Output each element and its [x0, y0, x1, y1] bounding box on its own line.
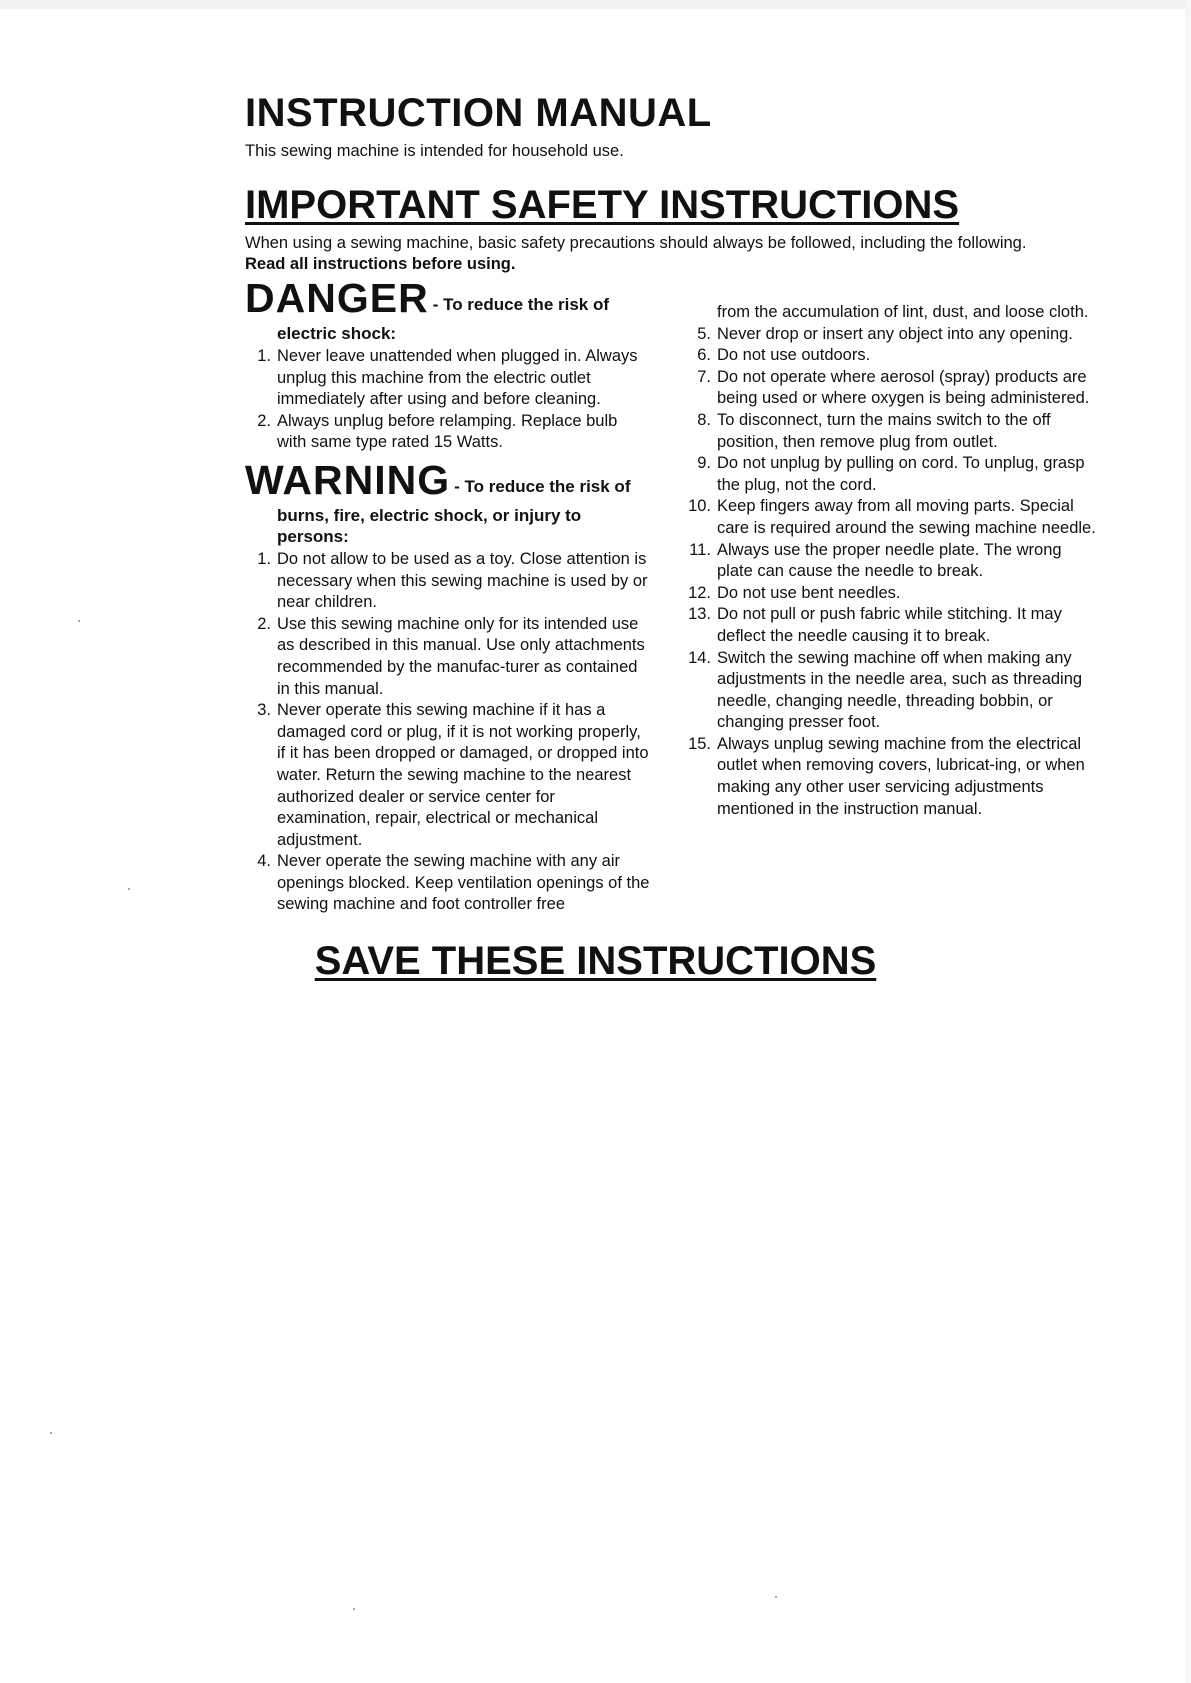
right-column — [680, 302, 1100, 820]
left-column — [245, 275, 650, 916]
list-item — [245, 700, 650, 851]
item-number: 7. — [697, 367, 711, 386]
item-text: Never leave unattended when plugged in. Always unplug this machine from the electric outlet immediately after using and before cleaning. — [277, 347, 638, 409]
precaution-text: When using a sewing machine, basic safety precautions should always be followed, including the following. — [245, 234, 1027, 252]
item-number: 12. — [688, 583, 711, 602]
item-text: Never drop or insert any object into any opening. — [717, 324, 1073, 343]
scan-speck — [50, 1432, 52, 1434]
item-number: 3. — [257, 701, 271, 720]
list-item — [680, 345, 1100, 367]
item-text: Do not operate where aerosol (spray) products are being used or where oxygen is being administered. — [717, 367, 1090, 408]
list-item — [245, 614, 650, 700]
scan-speck — [353, 1608, 355, 1610]
item-number: 14. — [688, 648, 711, 667]
list-item — [245, 549, 650, 614]
list-item — [680, 496, 1100, 539]
list-item — [245, 346, 650, 411]
warning-heading-cont: burns, fire, electric shock, or injury to persons: — [277, 505, 582, 546]
list-item — [680, 324, 1100, 346]
warning-list-continued — [680, 324, 1100, 821]
precaution-bold-text: Read all instructions before using. — [245, 255, 516, 273]
warning-heading-rest: - To reduce the risk of — [454, 476, 631, 496]
list-item — [680, 734, 1100, 820]
danger-heading — [245, 275, 650, 323]
scan-speck — [128, 888, 130, 890]
item-text: Do not use bent needles. — [717, 583, 901, 602]
safety-title: IMPORTANT SAFETY INSTRUCTIONS — [245, 183, 960, 227]
list-item — [680, 583, 1100, 605]
item-text: Never operate the sewing machine with any air openings blocked. Keep ventilation openings of the sewing machine and foot controller free — [277, 852, 650, 914]
list-item — [245, 411, 650, 454]
item-number: 9. — [697, 454, 711, 473]
warning-word: WARNING — [245, 456, 451, 503]
item-number: 4. — [257, 852, 271, 871]
list-item — [680, 367, 1100, 410]
item-text: Use this sewing machine only for its intended use as described in this manual. Use only attachments recommended by the manufac-turer as contained in this manual. — [277, 614, 645, 698]
item-text: Never operate this sewing machine if it has a damaged cord or plug, if it is not working properly, if it has been dropped or damaged, or dropped into water. Return the sewing machine to the nearest authorized dealer or service center for examination, repair, electrical or mechanical adjustment. — [277, 701, 649, 849]
warning-heading — [245, 456, 650, 505]
danger-heading-cont: electric shock: — [277, 324, 397, 343]
list-item — [680, 604, 1100, 647]
item-text: Switch the sewing machine off when making any adjustments in the needle area, such as threading needle, changing needle, threading bobbin, or changing presser foot. — [717, 648, 1083, 732]
precaution-paragraph — [245, 233, 1125, 275]
item-text: Do not pull or push fabric while stitching. It may deflect the needle causing it to break. — [717, 605, 1062, 645]
list-item — [680, 410, 1100, 453]
item-text: Always unplug before relamping. Replace bulb with same type rated 15 Watts. — [277, 411, 618, 452]
item-text: Do not allow to be used as a toy. Close attention is necessary when this sewing machine is used by or near children. — [277, 549, 648, 612]
item-text: Always use the proper needle plate. The wrong plate can cause the needle to break. — [717, 540, 1062, 581]
item-text: Do not unplug by pulling on cord. To unplug, grasp the plug, not the cord. — [717, 454, 1085, 494]
list-item — [680, 540, 1100, 583]
danger-heading-rest: - To reduce the risk of — [432, 295, 610, 314]
scan-speck — [775, 1596, 777, 1598]
warning-section — [245, 456, 650, 916]
danger-section — [245, 275, 650, 454]
item-text: To disconnect, turn the mains switch to the off position, then remove plug from outlet. — [717, 410, 1051, 451]
warning-list — [245, 549, 650, 916]
item-text: Always unplug sewing machine from the electrical outlet when removing covers, lubricat-ing, or when making any other user servicing adjustments mentioned in the instruction manual. — [717, 734, 1085, 818]
page-right-edge — [1185, 0, 1191, 1683]
main-title: INSTRUCTION MANUAL — [245, 91, 712, 135]
list-item — [680, 648, 1100, 734]
item-number: 8. — [697, 410, 711, 429]
item-number: 6. — [697, 346, 711, 365]
item-text: Do not use outdoors. — [717, 346, 871, 365]
save-instructions-title: SAVE THESE INSTRUCTIONS — [314, 939, 877, 983]
item-4-continued: from the accumulation of lint, dust, and loose cloth. — [717, 303, 1089, 321]
item-number: 11. — [689, 540, 711, 559]
item-number: 13. — [688, 605, 711, 624]
item-text: Keep fingers away from all moving parts. Special care is required around the sewing machine needle. — [717, 497, 1096, 537]
item-number: 15. — [688, 734, 711, 753]
item-number: 1. — [257, 549, 271, 568]
list-item — [680, 453, 1100, 496]
item-number: 10. — [688, 497, 711, 516]
item-number: 2. — [257, 411, 271, 430]
danger-word: DANGER — [245, 275, 429, 321]
intro-line: This sewing machine is intended for household use. — [245, 142, 624, 160]
scan-speck — [78, 620, 80, 622]
item-number: 2. — [257, 614, 271, 633]
danger-list — [245, 346, 650, 454]
item-number: 1. — [257, 347, 271, 365]
list-item — [245, 851, 650, 916]
item-number: 5. — [697, 324, 711, 343]
page-top-edge — [0, 0, 1191, 9]
